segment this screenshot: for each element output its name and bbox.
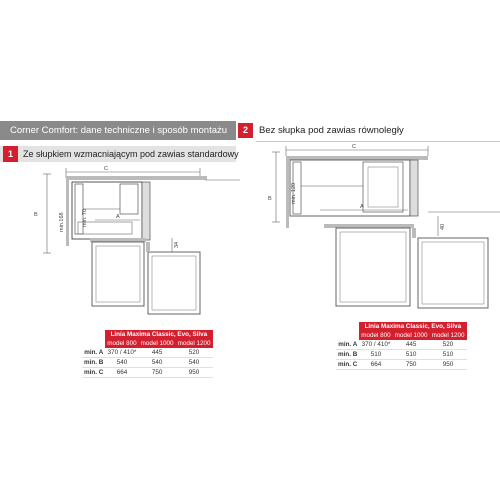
cell: 950 [430,360,467,370]
spec-table-2 [336,322,467,370]
table-row [336,350,467,360]
cell: 510 [359,350,392,360]
dim-min168-label: min.168 [59,212,65,232]
cell: 510 [393,350,430,360]
dim-min70-label: min. 70 [82,208,88,227]
section-2-number: 2 [238,123,253,138]
cell: 520 [430,340,467,350]
cell: 540 [176,358,213,368]
table-title: Linia Maxima Classic, Evo, Silva [105,330,212,339]
table-row [336,360,467,370]
cell: 750 [393,360,430,370]
cell: 370 / 410* [105,348,138,358]
dim-c-label-2: C [352,144,356,150]
table-row [82,358,213,368]
dim-34-label: 34 [174,241,180,248]
cell: 520 [176,348,213,358]
row-label: min. B [84,359,104,366]
cell: 540 [139,358,176,368]
model-header: model 1200 [431,332,465,339]
cell: 445 [393,340,430,350]
row-label: min. C [84,369,104,376]
dim-a-label: A [116,214,120,220]
dim-b-label: B [34,212,38,218]
diagram-section-2 [258,142,500,317]
model-header: model 800 [361,332,391,339]
dim-a-label-2: A [360,204,364,210]
table-row [82,348,213,358]
cell: 664 [359,360,392,370]
row-label: min. B [338,351,358,358]
row-label: min. A [82,348,105,358]
cell: 445 [139,348,176,358]
table-row [336,340,467,350]
dim-c-label: C [104,166,108,172]
dim-40-label: 40 [440,223,446,230]
model-header: model 1000 [140,340,174,347]
cell: 750 [139,368,176,378]
spec-table-1 [82,330,213,378]
cell: 510 [430,350,467,360]
dim-min120-label: min. 120 [291,182,297,204]
table-title: Linia Maxima Classic, Evo, Silva [359,322,466,331]
row-label: min. C [338,361,358,368]
cell: 370 / 410* [359,340,392,350]
row-label: min. A [336,340,359,350]
cell: 664 [105,368,138,378]
cell: 540 [105,358,138,368]
model-header: model 800 [107,340,137,347]
model-header: model 1000 [394,332,428,339]
section-1-title: Ze słupkiem wzmacniającym pod zawias standardowy [23,149,239,159]
diagram-section-1 [0,160,240,325]
section-1-number: 1 [3,146,18,162]
header-title: Corner Comfort: dane techniczne i sposób montażu [0,121,236,140]
cell: 950 [176,368,213,378]
dim-b-label-2: B [268,196,272,202]
table-row [82,368,213,378]
section-2-title: Bez słupka pod zawias równoległy [259,125,404,136]
model-header: model 1200 [177,340,211,347]
